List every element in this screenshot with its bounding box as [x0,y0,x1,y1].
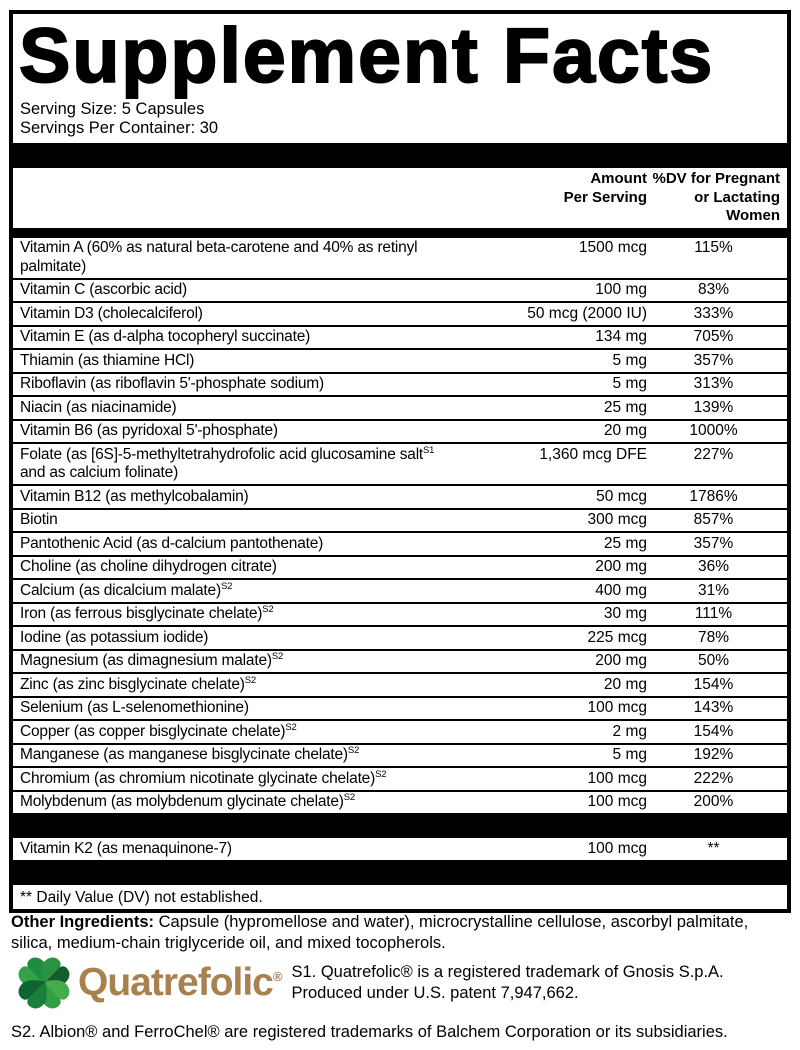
dv-column-header [647,170,780,226]
quatrefolic-attribution [13,952,800,1014]
amount-value: 50 mcg (2000 IU) [527,304,647,322]
supplement-row [13,602,787,626]
ingredient-name: Chromium (as chromium nicotinate glycinate chelate) [20,769,376,787]
ingredient-name: Pantothenic Acid (as d-calcium pantothenate) [20,534,324,552]
supplement-row [13,766,787,790]
amount-value: 5 mg [612,746,647,763]
supplement-row [13,484,787,508]
amount-value: 300 mcg [587,511,647,528]
amount-value: 20 mg [603,675,647,693]
footnote-marker: S2 [262,603,274,615]
ingredient-name: Iron (as ferrous bisglycinate chelate) [20,605,263,622]
dv-value: 705% [693,328,734,345]
dv-value: 222% [693,769,734,787]
other-ingredients [11,912,790,954]
dv-value: 111% [694,605,733,622]
supplement-row [13,442,787,484]
supplement-row [13,508,787,532]
amount-value: 225 mcg [587,628,647,646]
dv-value: 83% [697,281,730,298]
footnote-marker: S2 [244,674,256,686]
supplement-row [13,719,787,743]
column-headers [13,168,787,228]
amount-header-line2: Per Serving [563,188,647,206]
supplement-facts-panel [9,10,791,913]
supplement-row [13,578,787,602]
ingredient-name: Vitamin C (ascorbic acid) [20,281,187,298]
s1-line1: S1. Quatrefolic® is a registered trademark of Gnosis S.p.A. [291,962,724,981]
servings-per-container: Servings Per Container: 30 [20,119,219,137]
ingredient-name: Thiamin (as thiamine HCl) [20,351,195,369]
supplement-row [13,395,787,419]
divider-bar-bottom [13,860,787,885]
dv-value: 36% [697,558,730,575]
dv-value: 192% [693,746,734,763]
ingredient-name-line2: and as calcium folinate) [20,464,179,481]
supplement-row [13,696,787,720]
ingredient-name: Molybdenum (as molybdenum glycinate chelate) [20,793,344,810]
amount-value: 2 mg [612,722,647,740]
dv-value: 333% [693,304,734,322]
dv-value: 1000% [689,422,738,439]
divider-bar-above-k2 [13,813,787,838]
dv-value: 139% [693,398,734,416]
other-ingredients-text: Capsule (hypromellose and water), microcrystalline cellulose, ascorbyl palmitate, silica, medium-chain triglyceride oil, and mixed tocopherols. [11,913,749,952]
amount-value: 1500 mcg [578,239,647,256]
amount-value: 25 mg [603,534,647,552]
ingredient-name: Iodine (as potassium iodide) [20,628,209,646]
dv-value: 143% [693,699,734,716]
amount-value: 134 mg [595,328,647,345]
s1-trademark-note [291,962,723,1005]
amount-value: 30 mg [603,605,647,622]
divider-bar-under-header [13,228,787,238]
registered-mark-icon: ® [272,969,282,984]
footnote-marker: S2 [285,721,297,733]
amount-value: 20 mg [603,422,647,439]
divider-bar-top [13,143,787,168]
amount-value: 5 mg [612,351,647,369]
amount-value: 50 mcg [596,487,647,505]
dv-value: 357% [693,534,734,552]
dv-value: ** [707,839,720,857]
amount-value: 100 mcg [587,793,647,810]
dv-value: 227% [693,445,734,463]
panel-title: Supplement Facts [19,13,715,99]
dv-value: 78% [697,628,730,646]
s2-trademark-note: S2. Albion® and FerroChel® are registered trademarks of Balchem Corporation or its subsidiaries. [11,1023,728,1041]
dv-value: 154% [693,722,734,740]
supplement-row [13,238,787,278]
ingredient-name: Vitamin A (60% as natural beta-carotene and 40% as retinyl palmitate) [20,239,418,275]
footnote-marker: S2 [220,580,233,592]
ingredient-name: Vitamin B6 (as pyridoxal 5'-phosphate) [20,422,278,439]
dv-value: 200% [693,793,734,810]
quatrefolic-wordmark-text: Quatrefolic [78,961,273,1004]
ingredient-name: Zinc (as zinc bisglycinate chelate) [20,675,245,693]
nutrient-table [13,238,787,814]
dv-value: 31% [697,581,730,599]
amount-column-header [447,170,647,226]
supplement-row [13,348,787,372]
ingredient-name: Niacin (as niacinamide) [20,398,177,416]
supplement-row [13,555,787,579]
dv-header-line2: or Lactating Women [694,188,780,224]
ingredient-name: Choline (as choline dihydrogen citrate) [20,558,277,575]
dv-footnote: ** Daily Value (DV) not established. [20,888,263,906]
ingredient-name: Vitamin D3 (cholecalciferol) [20,304,203,322]
amount-value: 1,360 mcg DFE [539,445,647,463]
dv-value: 857% [693,511,734,528]
dv-header-line1: %DV for Pregnant [652,170,780,187]
supplement-row [13,790,787,814]
ingredient-name: Folate (as [6S]-5-methyltetrahydrofolic acid glucosamine salt [20,445,424,463]
amount-value: 400 mg [595,581,647,599]
supplement-row [13,278,787,302]
footnote-marker: S2 [343,791,355,803]
quatrefolic-wordmark [78,961,281,1005]
supplement-row [13,325,787,349]
footnote-marker: S2 [271,650,284,662]
amount-value: 100 mcg [587,769,647,787]
supplement-row [13,743,787,767]
dv-value: 50% [697,652,730,669]
name-column-spacer [20,170,447,226]
amount-value: 25 mg [603,398,647,416]
s1-line2: Produced under U.S. patent 7,947,662. [291,984,579,1002]
ingredient-name: Riboflavin (as riboflavin 5'-phosphate sodium) [20,375,324,392]
ingredient-name: Vitamin B12 (as methylcobalamin) [20,487,249,505]
amount-value: 200 mg [595,652,647,669]
supplement-row [13,649,787,673]
supplement-row [13,531,787,555]
dv-value: 1786% [689,487,738,505]
serving-size: Serving Size: 5 Capsules [20,100,205,118]
amount-value: 200 mg [595,558,647,575]
supplement-row [13,625,787,649]
amount-value: 5 mg [612,375,647,392]
footnote-marker: S1 [423,444,435,456]
amount-value: 100 mg [595,281,647,298]
ingredient-name: Manganese (as manganese bisglycinate chelate) [20,746,348,763]
ingredient-name: Calcium (as dicalcium malate) [20,581,221,599]
dv-value: 357% [693,351,734,369]
footnote-marker: S2 [375,768,387,780]
ingredient-name: Vitamin E (as d-alpha tocopheryl succinate) [20,328,311,345]
supplement-row [13,672,787,696]
ingredient-name: Biotin [20,511,58,528]
amount-value: 100 mcg [587,839,647,857]
supplement-row-vitamin-k2 [13,838,787,860]
supplement-row [13,301,787,325]
dv-value: 154% [693,675,734,693]
dv-value: 313% [693,375,734,392]
footnote-marker: S2 [347,744,360,756]
amount-value: 100 mcg [587,699,647,716]
other-ingredients-label: Other Ingredients: [11,913,155,931]
amount-header-line1: Amount [590,170,647,187]
supplement-row [13,419,787,443]
dv-value: 115% [694,239,733,256]
quatrefolic-clover-icon [13,952,75,1014]
ingredient-name: Copper (as copper bisglycinate chelate) [20,722,286,740]
ingredient-name: Vitamin K2 (as menaquinone-7) [20,839,232,857]
ingredient-name: Selenium (as L-selenomethionine) [20,699,249,716]
supplement-row [13,372,787,396]
ingredient-name: Magnesium (as dimagnesium malate) [20,652,272,669]
